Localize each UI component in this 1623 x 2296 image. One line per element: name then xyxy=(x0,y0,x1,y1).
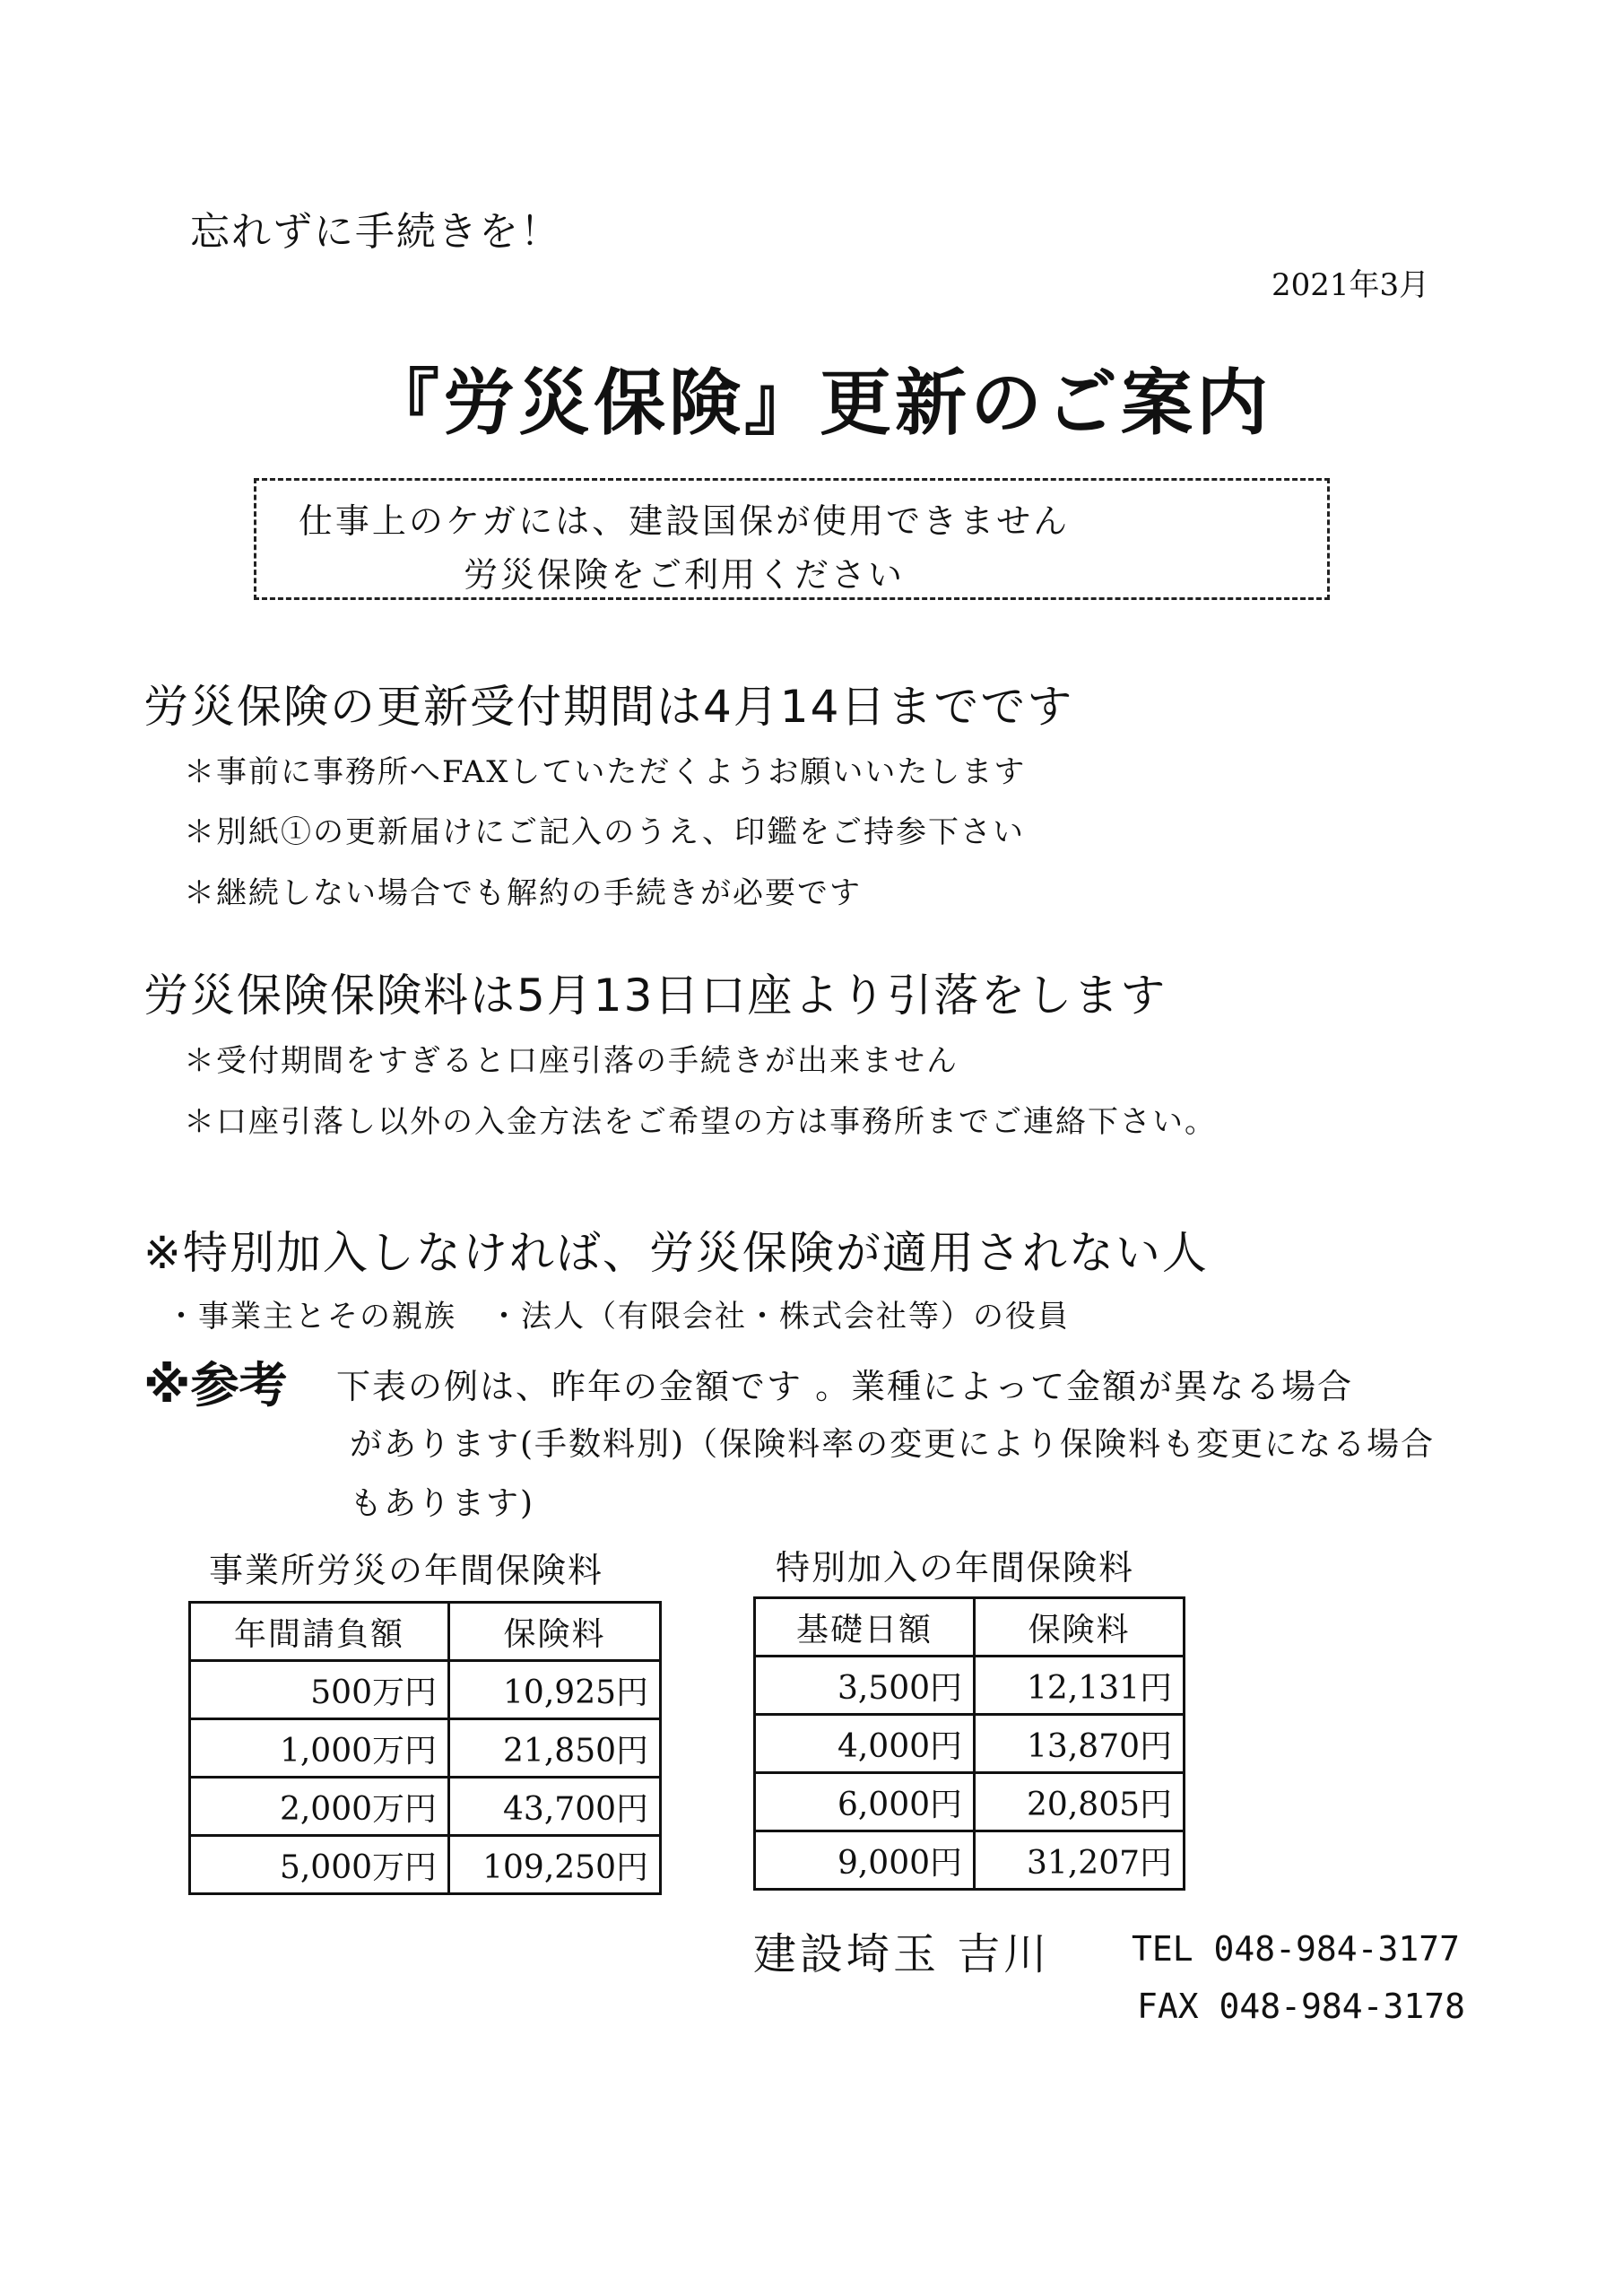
reference-line-1: 下表の例は、昨年の金額です 。業種によって金額が異なる場合 xyxy=(336,1367,1354,1406)
table-cell: 5,000万円 xyxy=(190,1836,449,1894)
table2 xyxy=(753,1596,1185,1891)
table-row xyxy=(190,1661,661,1719)
table-header: 基礎日額 xyxy=(755,1598,975,1657)
table-cell: 500万円 xyxy=(190,1661,449,1719)
issue-date: 2021年3月 xyxy=(1271,267,1430,303)
table-row xyxy=(755,1773,1185,1831)
table-cell: 2,000万円 xyxy=(190,1778,449,1836)
reference-line-3: もあります) xyxy=(350,1485,535,1522)
table-cell: 20,805円 xyxy=(975,1773,1185,1831)
table-row xyxy=(755,1831,1185,1890)
section2-item: ＊口座引落し以外の入金方法をご希望の方は事務所までご連絡下さい。 xyxy=(184,1104,1217,1140)
table2-caption: 特別加入の年間保険料 xyxy=(776,1548,1135,1587)
table1 xyxy=(188,1601,662,1895)
contact-name: 建設埼玉 吉川 xyxy=(753,1929,1051,1979)
table-cell: 43,700円 xyxy=(449,1778,661,1836)
notice-line-1: 仕事上のケガには、建設国保が使用できません xyxy=(298,501,1071,541)
table-cell: 10,925円 xyxy=(449,1661,661,1719)
notice-line-2: 労災保険をご利用ください xyxy=(463,555,905,595)
table-cell: 1,000万円 xyxy=(190,1719,449,1778)
table-cell: 4,000円 xyxy=(755,1715,975,1773)
table-cell: 3,500円 xyxy=(755,1657,975,1715)
table-row xyxy=(755,1715,1185,1773)
table-cell: 109,250円 xyxy=(449,1836,661,1894)
section2-item: ＊受付期間をすぎると口座引落の手続きが出来ません xyxy=(184,1043,959,1079)
section1-item: ＊別紙①の更新届けにご記入のうえ、印鑑をご持参下さい xyxy=(184,814,1026,850)
table-cell: 6,000円 xyxy=(755,1773,975,1831)
table-cell: 31,207円 xyxy=(975,1831,1185,1890)
special-line: ・事業主とその親族 ・法人（有限会社・株式会社等）の役員 xyxy=(166,1299,1070,1335)
table-row xyxy=(755,1657,1185,1715)
section1-item: ＊継続しない場合でも解約の手続きが必要です xyxy=(184,875,862,911)
table-cell: 12,131円 xyxy=(975,1657,1185,1715)
section1-heading: 労災保険の更新受付期間は4月14日までです xyxy=(143,681,1074,733)
contact-tel: TEL 048-984-3177 xyxy=(1132,1929,1461,1969)
table-header: 保険料 xyxy=(449,1603,661,1661)
table-cell: 13,870円 xyxy=(975,1715,1185,1773)
section1-item: ＊事前に事務所へFAXしていただくようお願いいたします xyxy=(184,754,1027,790)
table-header-row xyxy=(190,1603,661,1661)
notice-box xyxy=(254,478,1330,600)
reference-line-2: があります(手数料別)（保険料率の変更により保険料も変更になる場合 xyxy=(350,1426,1436,1463)
page-title: 『労災保険』更新のご案内 xyxy=(368,361,1271,445)
table-row xyxy=(190,1778,661,1836)
table-header: 年間請負額 xyxy=(190,1603,449,1661)
table-cell: 21,850円 xyxy=(449,1719,661,1778)
contact-fax: FAX 048-984-3178 xyxy=(1137,1987,1466,2026)
table-header-row xyxy=(755,1598,1185,1657)
special-heading: ※特別加入しなければ、労災保険が適用されない人 xyxy=(143,1227,1209,1279)
table-header: 保険料 xyxy=(975,1598,1185,1657)
table1-caption: 事業所労災の年間保険料 xyxy=(209,1551,604,1590)
table-row xyxy=(190,1719,661,1778)
reminder-text: 忘れずに手続きを！ xyxy=(190,209,561,255)
table-cell: 9,000円 xyxy=(755,1831,975,1890)
table-row xyxy=(190,1836,661,1894)
reference-mark: ※参考 xyxy=(143,1357,288,1413)
section2-heading: 労災保険保険料は5月13日口座より引落をします xyxy=(143,970,1167,1022)
